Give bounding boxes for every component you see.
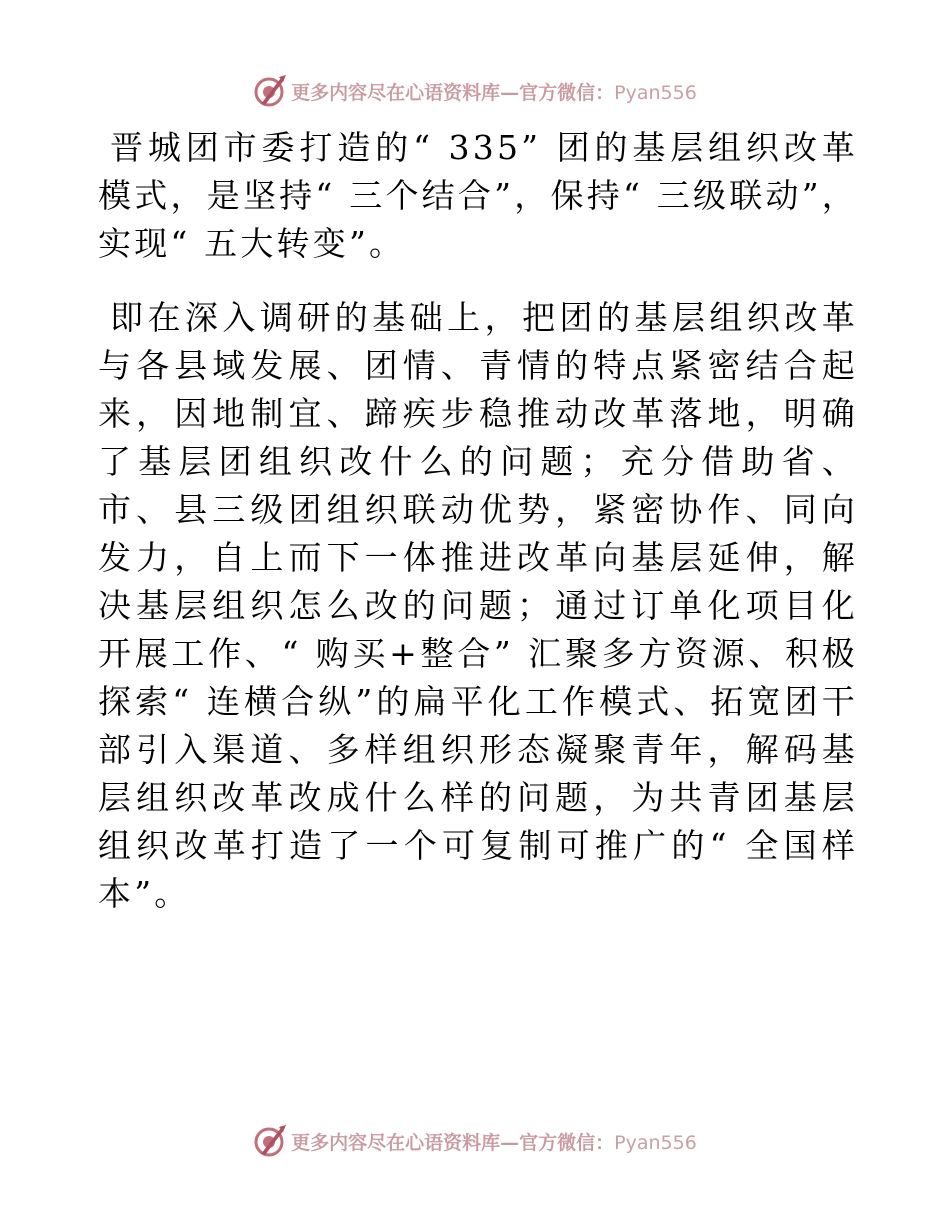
document-body [98, 124, 858, 918]
paragraph-2: 即在深入调研的基础上，把团的基层组织改革与各县域发展、团情、青情的特点紧密结合起来，因地制宜、蹄疾步稳推动改革落地，明确了基层团组织改什么的问题；充分借助省、市、县三级团组织联动优势，紧密协作、同向发力，自上而下一体推进改革向基层延伸，解决基层组织怎么改的问题；通过订单化项目化开展工作、“ 购买+整合” 汇聚多方资源、积极探索“ 连横合纵”的扁平化工作模式、拓宽团干部引入渠道、多样组织形态凝聚青年，解码基层组织改革改成什么样的问题，为共青团基层组织改革打造了一个可复制可推广的“ 全国样本”。 [98, 298, 858, 913]
quill-seal-icon [253, 1124, 287, 1158]
header-watermark [0, 71, 950, 111]
watermark-text: 更多内容尽在心语资料库—官方微信：Pyan556 [291, 1131, 697, 1154]
paragraph-1: 晋城团市委打造的“ 335” 团的基层组织改革模式，是坚持“ 三个结合”，保持“ 三级联动”，实现“ 五大转变”。 [98, 128, 858, 263]
footer-watermark [0, 1121, 950, 1161]
watermark-text: 更多内容尽在心语资料库—官方微信：Pyan556 [291, 81, 697, 104]
quill-seal-icon [253, 74, 287, 108]
